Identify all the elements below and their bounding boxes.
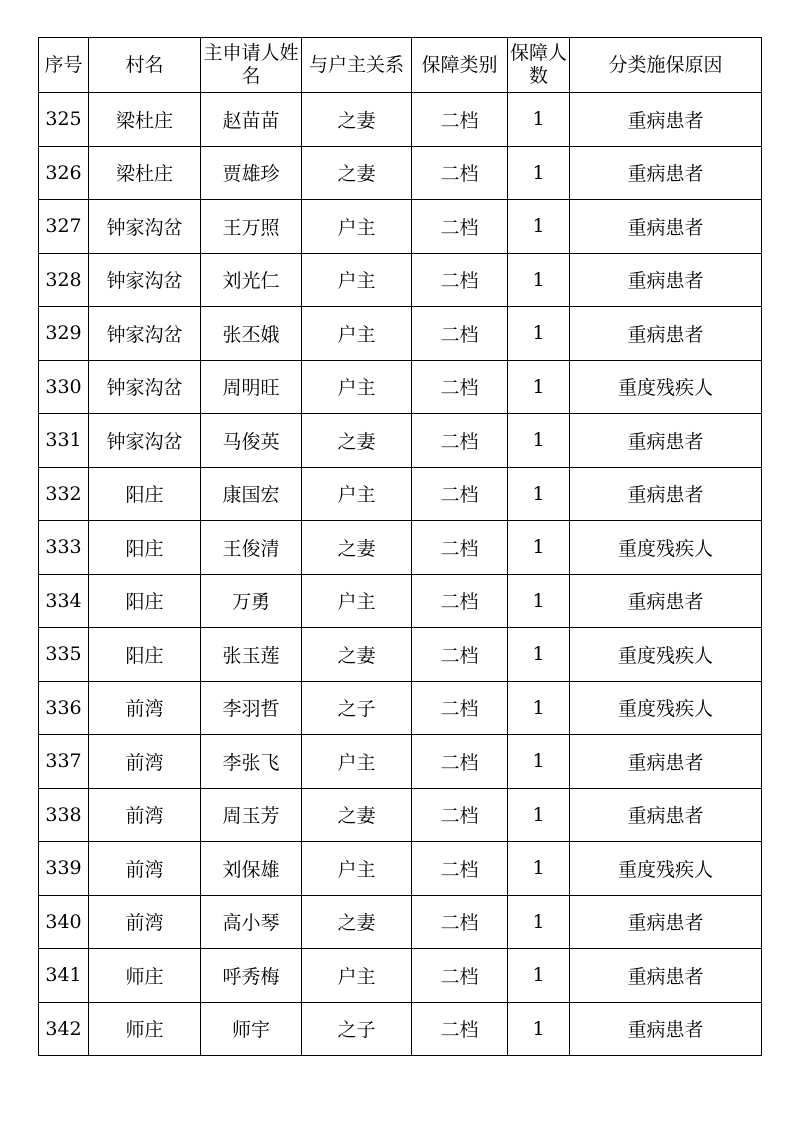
count-cell: 1 (508, 360, 570, 414)
relation-cell: 之妻 (302, 628, 412, 682)
header-row (39, 38, 762, 93)
category-cell: 二档 (412, 414, 508, 468)
count-cell: 1 (508, 307, 570, 361)
category-cell: 二档 (412, 788, 508, 842)
village-cell: 钟家沟岔 (89, 200, 201, 254)
reason-cell: 重度残疾人 (570, 842, 762, 896)
col-header-relation: 与户主关系 (302, 38, 412, 93)
category-cell: 二档 (412, 467, 508, 521)
applicant-name-cell: 马俊英 (201, 414, 302, 468)
village-cell: 前湾 (89, 681, 201, 735)
category-cell: 二档 (412, 360, 508, 414)
reason-cell: 重病患者 (570, 93, 762, 147)
applicant-name-cell: 王万照 (201, 200, 302, 254)
table-row (39, 1002, 762, 1056)
relation-cell: 户主 (302, 467, 412, 521)
applicant-name-cell: 李张飞 (201, 735, 302, 789)
applicant-name-cell: 周明旺 (201, 360, 302, 414)
table-row (39, 949, 762, 1003)
serial-cell: 328 (39, 253, 89, 307)
table-row (39, 628, 762, 682)
category-cell: 二档 (412, 307, 508, 361)
count-cell: 1 (508, 93, 570, 147)
table-row (39, 253, 762, 307)
relation-cell: 之妻 (302, 414, 412, 468)
applicant-name-cell: 刘保雄 (201, 842, 302, 896)
count-cell: 1 (508, 414, 570, 468)
count-cell: 1 (508, 200, 570, 254)
serial-cell: 334 (39, 574, 89, 628)
serial-cell: 326 (39, 146, 89, 200)
relation-cell: 之妻 (302, 93, 412, 147)
village-cell: 前湾 (89, 842, 201, 896)
village-cell: 梁杜庄 (89, 93, 201, 147)
table-header (39, 38, 762, 93)
relation-cell: 户主 (302, 735, 412, 789)
reason-cell: 重病患者 (570, 414, 762, 468)
table-row (39, 574, 762, 628)
category-cell: 二档 (412, 681, 508, 735)
village-cell: 钟家沟岔 (89, 360, 201, 414)
applicant-name-cell: 李羽哲 (201, 681, 302, 735)
serial-cell: 327 (39, 200, 89, 254)
applicant-name-cell: 张玉莲 (201, 628, 302, 682)
count-cell: 1 (508, 628, 570, 682)
serial-cell: 337 (39, 735, 89, 789)
category-cell: 二档 (412, 842, 508, 896)
village-cell: 钟家沟岔 (89, 307, 201, 361)
relation-cell: 户主 (302, 200, 412, 254)
serial-cell: 332 (39, 467, 89, 521)
table-row (39, 414, 762, 468)
applicant-name-cell: 康国宏 (201, 467, 302, 521)
village-cell: 阳庄 (89, 628, 201, 682)
assistance-roster-table (38, 37, 762, 1056)
applicant-name-cell: 周玉芳 (201, 788, 302, 842)
table-row (39, 895, 762, 949)
serial-cell: 341 (39, 949, 89, 1003)
category-cell: 二档 (412, 521, 508, 575)
table-row (39, 788, 762, 842)
table-row (39, 842, 762, 896)
reason-cell: 重病患者 (570, 307, 762, 361)
relation-cell: 户主 (302, 949, 412, 1003)
table-row (39, 146, 762, 200)
village-cell: 钟家沟岔 (89, 253, 201, 307)
reason-cell: 重病患者 (570, 574, 762, 628)
count-cell: 1 (508, 574, 570, 628)
col-header-village: 村名 (89, 38, 201, 93)
village-cell: 阳庄 (89, 574, 201, 628)
reason-cell: 重度残疾人 (570, 360, 762, 414)
applicant-name-cell: 万勇 (201, 574, 302, 628)
serial-cell: 342 (39, 1002, 89, 1056)
category-cell: 二档 (412, 200, 508, 254)
table-row (39, 360, 762, 414)
category-cell: 二档 (412, 949, 508, 1003)
applicant-name-cell: 贾雄珍 (201, 146, 302, 200)
relation-cell: 户主 (302, 574, 412, 628)
village-cell: 阳庄 (89, 521, 201, 575)
category-cell: 二档 (412, 895, 508, 949)
serial-cell: 331 (39, 414, 89, 468)
reason-cell: 重度残疾人 (570, 681, 762, 735)
relation-cell: 之妻 (302, 521, 412, 575)
village-cell: 梁杜庄 (89, 146, 201, 200)
reason-cell: 重病患者 (570, 467, 762, 521)
reason-cell: 重病患者 (570, 895, 762, 949)
applicant-name-cell: 张丕娥 (201, 307, 302, 361)
relation-cell: 之妻 (302, 895, 412, 949)
village-cell: 师庄 (89, 1002, 201, 1056)
applicant-name-cell: 师宇 (201, 1002, 302, 1056)
village-cell: 前湾 (89, 735, 201, 789)
reason-cell: 重病患者 (570, 200, 762, 254)
applicant-name-cell: 呼秀梅 (201, 949, 302, 1003)
relation-cell: 之子 (302, 1002, 412, 1056)
table-row (39, 681, 762, 735)
applicant-name-cell: 刘光仁 (201, 253, 302, 307)
count-cell: 1 (508, 1002, 570, 1056)
village-cell: 前湾 (89, 895, 201, 949)
count-cell: 1 (508, 895, 570, 949)
count-cell: 1 (508, 521, 570, 575)
table-row (39, 200, 762, 254)
reason-cell: 重病患者 (570, 788, 762, 842)
serial-cell: 340 (39, 895, 89, 949)
reason-cell: 重病患者 (570, 146, 762, 200)
count-cell: 1 (508, 949, 570, 1003)
col-header-category: 保障类别 (412, 38, 508, 93)
category-cell: 二档 (412, 253, 508, 307)
serial-cell: 330 (39, 360, 89, 414)
table-body (39, 93, 762, 1056)
table-row (39, 307, 762, 361)
category-cell: 二档 (412, 735, 508, 789)
category-cell: 二档 (412, 93, 508, 147)
count-cell: 1 (508, 681, 570, 735)
applicant-name-cell: 王俊清 (201, 521, 302, 575)
serial-cell: 333 (39, 521, 89, 575)
col-header-applicant-name: 主申请人姓名 (201, 38, 302, 93)
relation-cell: 之子 (302, 681, 412, 735)
table-row (39, 93, 762, 147)
count-cell: 1 (508, 146, 570, 200)
category-cell: 二档 (412, 1002, 508, 1056)
category-cell: 二档 (412, 628, 508, 682)
table-row (39, 521, 762, 575)
reason-cell: 重病患者 (570, 1002, 762, 1056)
applicant-name-cell: 高小琴 (201, 895, 302, 949)
serial-cell: 336 (39, 681, 89, 735)
village-cell: 阳庄 (89, 467, 201, 521)
count-cell: 1 (508, 253, 570, 307)
relation-cell: 之妻 (302, 788, 412, 842)
category-cell: 二档 (412, 574, 508, 628)
reason-cell: 重病患者 (570, 735, 762, 789)
table-row (39, 735, 762, 789)
relation-cell: 户主 (302, 360, 412, 414)
col-header-serial: 序号 (39, 38, 89, 93)
reason-cell: 重度残疾人 (570, 628, 762, 682)
village-cell: 前湾 (89, 788, 201, 842)
category-cell: 二档 (412, 146, 508, 200)
count-cell: 1 (508, 735, 570, 789)
applicant-name-cell: 赵苗苗 (201, 93, 302, 147)
village-cell: 钟家沟岔 (89, 414, 201, 468)
serial-cell: 325 (39, 93, 89, 147)
village-cell: 师庄 (89, 949, 201, 1003)
relation-cell: 户主 (302, 307, 412, 361)
count-cell: 1 (508, 788, 570, 842)
serial-cell: 339 (39, 842, 89, 896)
serial-cell: 335 (39, 628, 89, 682)
col-header-count: 保障人数 (508, 38, 570, 93)
reason-cell: 重病患者 (570, 949, 762, 1003)
relation-cell: 户主 (302, 253, 412, 307)
reason-cell: 重度残疾人 (570, 521, 762, 575)
col-header-reason: 分类施保原因 (570, 38, 762, 93)
serial-cell: 338 (39, 788, 89, 842)
relation-cell: 户主 (302, 842, 412, 896)
count-cell: 1 (508, 467, 570, 521)
table-row (39, 467, 762, 521)
relation-cell: 之妻 (302, 146, 412, 200)
serial-cell: 329 (39, 307, 89, 361)
count-cell: 1 (508, 842, 570, 896)
reason-cell: 重病患者 (570, 253, 762, 307)
